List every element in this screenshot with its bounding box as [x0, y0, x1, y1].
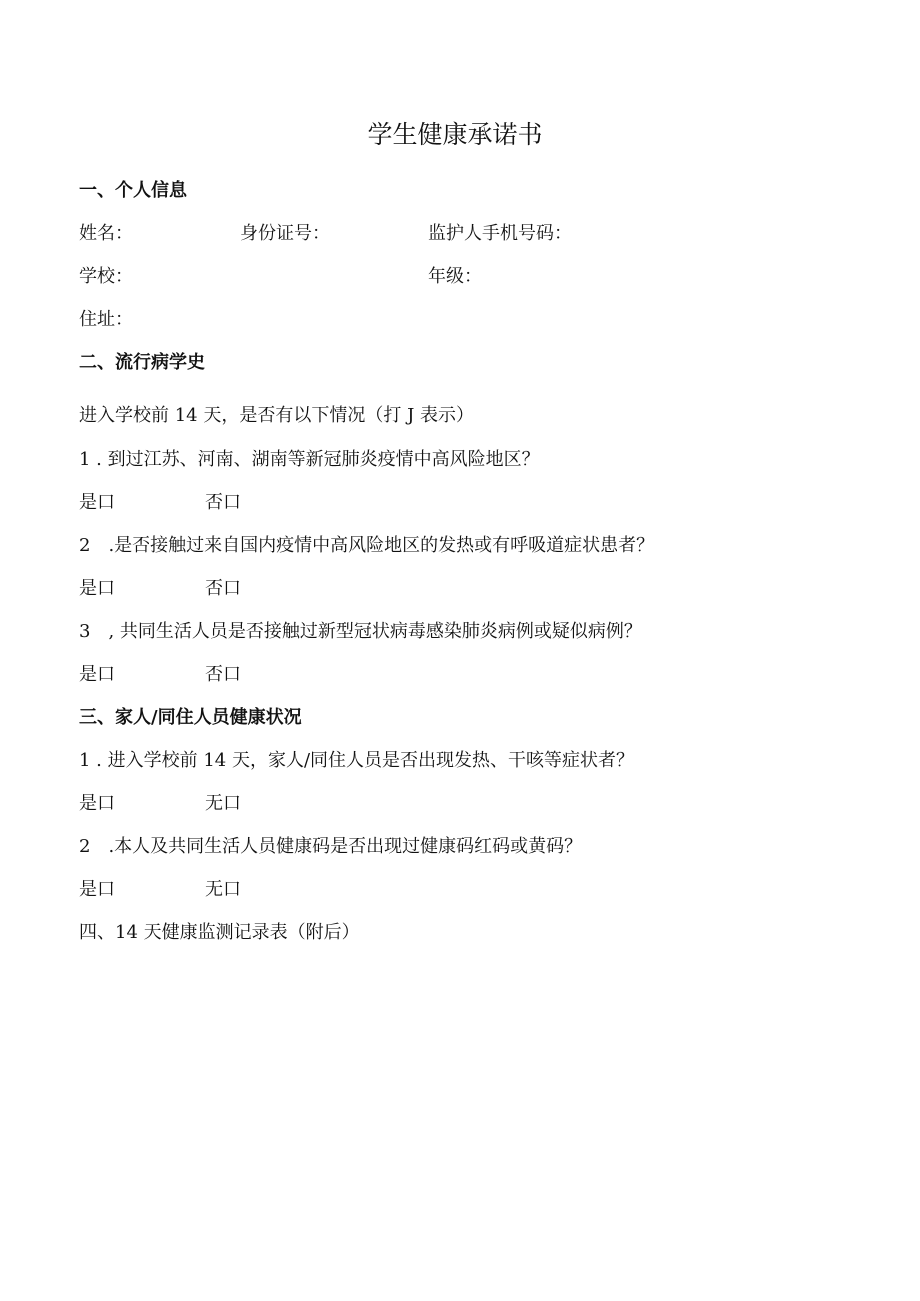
address-label: 住址：: [79, 309, 133, 330]
s3-q1-yes-checkbox[interactable]: 是口: [79, 793, 115, 814]
id-number-label: 身份证号：: [240, 223, 330, 244]
section3-question-2: 2 .本人及共同生活人员健康码是否出现过健康码红码或黄码？: [79, 836, 583, 857]
section2-question-1: 1 . 到过江苏、河南、湖南等新冠肺炎疫情中高风险地区？: [79, 449, 540, 470]
s3-q2-yes-checkbox[interactable]: 是口: [79, 879, 115, 900]
q1-no-checkbox[interactable]: 否口: [205, 492, 241, 513]
q3-no-checkbox[interactable]: 否口: [205, 664, 241, 685]
grade-label: 年级：: [428, 266, 482, 287]
s3-q1-none-checkbox[interactable]: 无口: [205, 793, 241, 814]
section2-question-2: 2 .是否接触过来自国内疫情中高风险地区的发热或有呼吸道症状患者？: [79, 535, 655, 556]
q2-yes-checkbox[interactable]: 是口: [79, 578, 115, 599]
section2-intro: 进入学校前 14 天，是否有以下情况（打 J 表示）: [79, 405, 475, 426]
guardian-phone-label: 监护人手机号码：: [428, 223, 572, 244]
document-title: 学生健康承诺书: [367, 120, 543, 149]
section1-heading: 一、个人信息: [79, 180, 187, 201]
section2-question-3: 3 , 共同生活人员是否接触过新型冠状病毒感染肺炎病例或疑似病例？: [79, 621, 642, 642]
section2-heading: 二、流行病学史: [79, 352, 205, 373]
section3-heading: 三、家人/同住人员健康状况: [79, 707, 302, 728]
q2-no-checkbox[interactable]: 否口: [205, 578, 241, 599]
school-label: 学校：: [79, 266, 133, 287]
section4-heading: 四、14 天健康监测记录表（附后）: [79, 922, 360, 943]
name-label: 姓名：: [79, 223, 133, 244]
section3-question-1: 1 . 进入学校前 14 天，家人/同住人员是否出现发热、干咳等症状者？: [79, 750, 635, 771]
q3-yes-checkbox[interactable]: 是口: [79, 664, 115, 685]
s3-q2-none-checkbox[interactable]: 无口: [205, 879, 241, 900]
q1-yes-checkbox[interactable]: 是口: [79, 492, 115, 513]
